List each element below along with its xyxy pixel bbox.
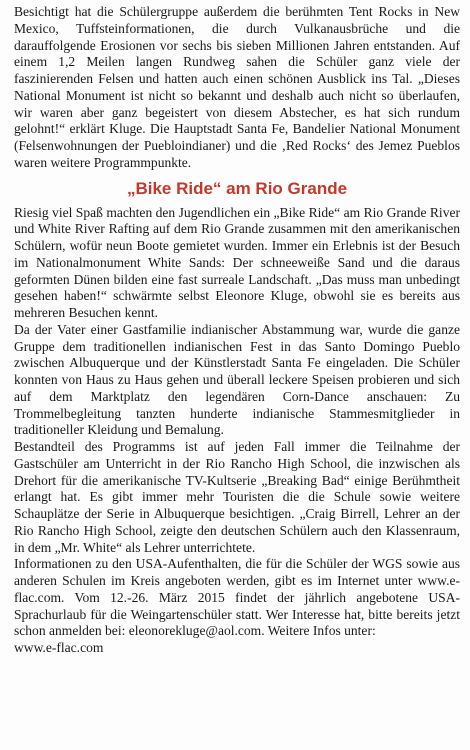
paragraph-bike-ride: Riesig viel Spaß machten den Jugendlichen ein „Bike Ride“ am Rio Grande River und White River Rafting auf dem Rio Grande zusammen mit den amerikanischen Schülern, wofür neun Boote gemietet wurden. Immer ein Erlebnis ist der Besuch im Nationalmonument White Sands: Der schneeweiße Sand und die daraus geformten Dünen bilden eine fast surreale Landschaft. „Das muss man unbedingt gesehen haben!“ schwärmte selbst Eleonore Kluge, obwohl sie es bereits aus mehreren Besuchen kennt.	[14, 204, 460, 320]
intro-paragraph: Besichtigt hat die Schülergruppe außerdem die berühmten Tent Rocks in New Mexico, Tuffsteinformationen, die durch Vulkanausbrüche und die darauffolgende Erosionen vor sechs bis sieben Millionen Jahren entstanden. Auf einem 1,2 Meilen langen Rundweg sahen die Schüler ganz viele der faszinierenden Felsen und hatten auch einen schönen Ausblick ins Tal. „Dieses National Monument ist nicht so bekannt und deshalb auch nicht so überlaufen, wir waren aber ganz begeistert von diesem Abstecher, es hat sich rundum gelohnt!“ erklärt Kluge. Die Hauptstadt Santa Fe, Bandelier National Monument (Felsenwohnungen der Puebloindianer) und die ‚Red Rocks‘ des Jemez Pueblos waren weitere Programmpunkte.	[14, 4, 460, 170]
paragraph-rio-rancho: Bestandteil des Programms ist auf jeden Fall immer die Teilnahme der Gastschüler am Unterricht in der Rio Rancho High School, die inzwischen als Drehort für die amerikanische TV-Kultserie „Breaking Bad“ einige Berühmtheit erlangt hat. Es gibt immer mehr Touristen die die Schule sowie weitere Schauplätze der Serie in Albuquerque besichtigen. „Craig Birrell, Lehrer an der Rio Rancho High School, zeigte den deutschen Schülern auch den Klassenraum, in dem „Mr. White“ als Lehrer unterrichtete.	[14, 439, 460, 555]
paragraph-information: Informationen zu den USA-Aufenthalten, die für die Schüler der WGS sowie aus anderen Schulen im Kreis angeboten werden, gibt es im Internet unter www.e-flac.com. Vom 12.-26. März 2015 findet der jährlich angebotene USA-Sprachurlaub für die Weingartenschüler statt. Wer Interesse hat, bitte bereits jetzt schon anmelden bei: eleonorekluge@aol.com. Weitere Infos unter:	[14, 556, 460, 639]
section-heading: „Bike Ride“ am Rio Grande	[126, 178, 348, 198]
closing-url: www.e-flac.com	[14, 640, 104, 655]
paragraph-santo-domingo: Da der Vater einer Gastfamilie indianischer Abstammung war, wurde die ganze Gruppe dem traditionellen indianischen Fest in das Santo Domingo Pueblo zwischen Albuquerque und der Künstlerstadt Santa Fe eingeladen. Die Schüler konnten von Haus zu Haus gehen und überall leckere Speisen probieren und sich auf dem Marktplatz den legendären Corn-Dance anschauen: Zu Trommelbegleitung tanzten hunderte indianische Stammesmitglieder in traditioneller Kleidung und Bemalung.	[14, 321, 460, 438]
